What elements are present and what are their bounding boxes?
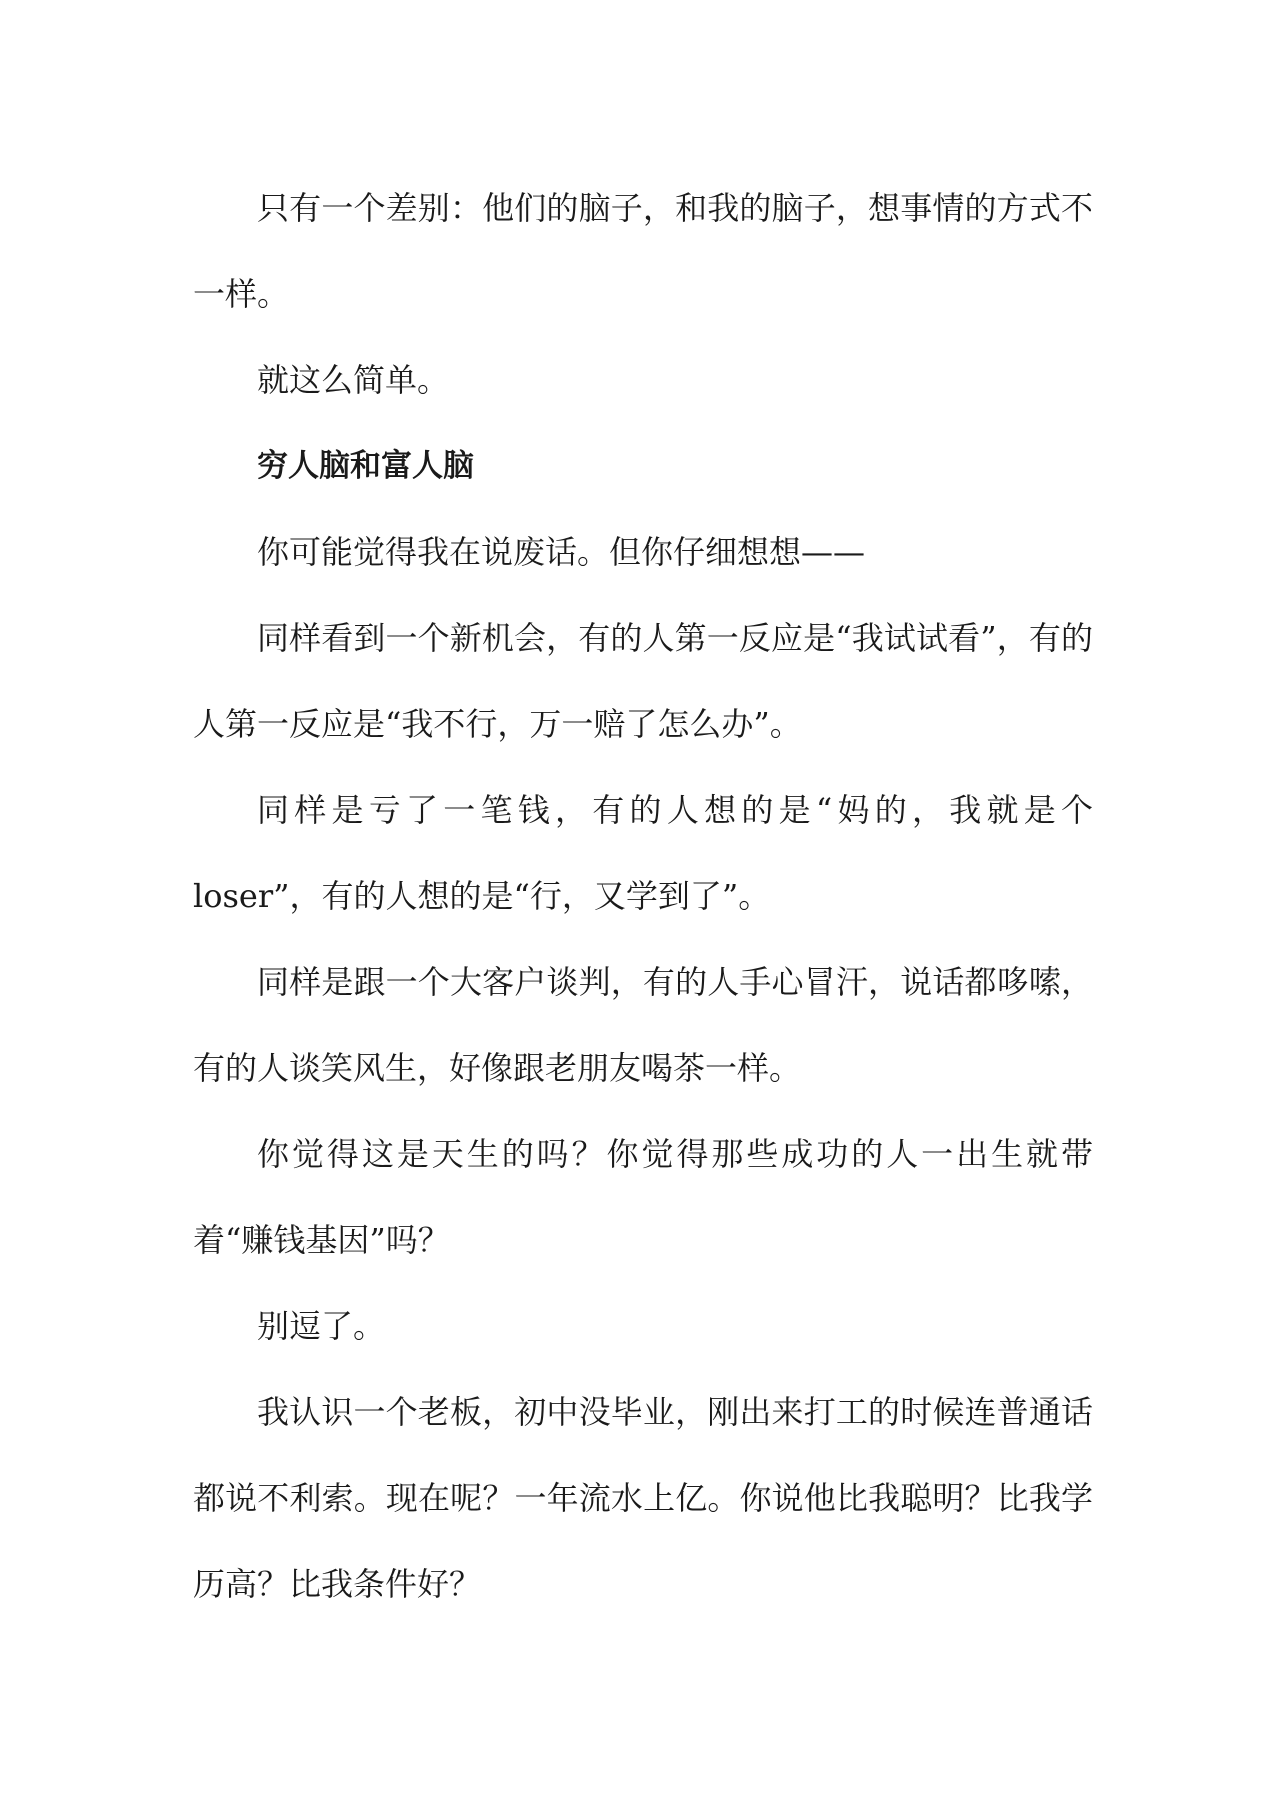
document-body [193,165,1093,1627]
paragraph: 同样看到一个新机会，有的人第一反应是“我试试看”，有的人第一反应是“我不行，万一赔了怎么办”。 [193,619,1093,743]
paragraph: 我认识一个老板，初中没毕业，刚出来打工的时候连普通话都说不利索。现在呢？一年流水上亿。你说他比我聪明？比我学历高？比我条件好？ [193,1393,1093,1603]
paragraph: 你觉得这是天生的吗？你觉得那些成功的人一出生就带着“赚钱基因”吗？ [193,1135,1093,1259]
paragraph: 只有一个差别：他们的脑子，和我的脑子，想事情的方式不一样。 [193,189,1093,313]
paragraph: 同样是亏了一笔钱，有的人想的是“妈的，我就是个 loser”，有的人想的是“行，又学到了”。 [193,791,1093,915]
paragraph: 别逗了。 [257,1307,386,1345]
section-heading: 穷人脑和富人脑 [257,448,474,484]
paragraph: 你可能觉得我在说废话。但你仔细想想—— [257,533,866,571]
paragraph: 同样是跟一个大客户谈判，有的人手心冒汗，说话都哆嗦，有的人谈笑风生，好像跟老朋友喝茶一样。 [193,963,1093,1087]
paragraph: 就这么简单。 [257,361,450,399]
